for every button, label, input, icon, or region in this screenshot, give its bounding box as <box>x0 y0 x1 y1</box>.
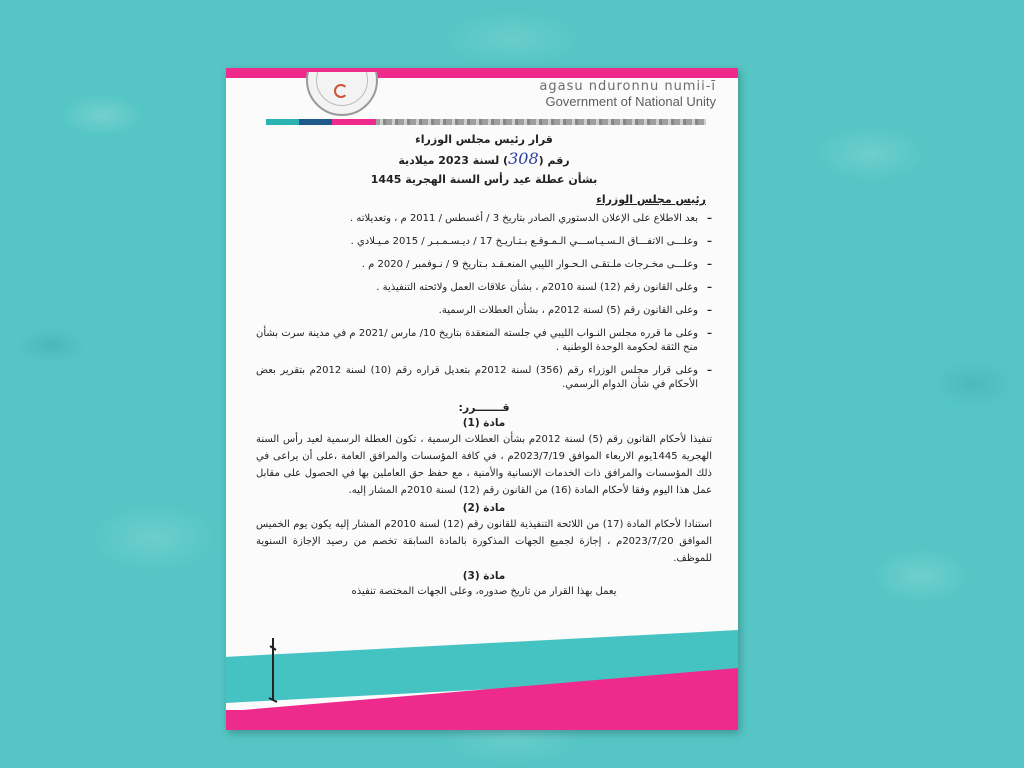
government-emblem-icon <box>304 72 380 118</box>
org-name-english: Government of National Unity <box>545 94 716 109</box>
decree-title <box>256 130 712 189</box>
issuer-heading: رئيس مجلس الوزراء <box>596 193 706 206</box>
decision-heading: قـــــــرر: <box>458 401 510 414</box>
document-page <box>226 68 738 730</box>
title-line-3: بشأن عطلة عيد رأس السنة الهجرية 1445 <box>370 173 598 186</box>
article-text: تنفيذا لأحكام القانون رقم (5) لسنة 2012م بشأن العطلات الرسمية ، تكون العطلة الرسمية لعيد رأس السنة الهجرية 1445يوم الاربعاء الموافق 2023/7/19م ، في كافة المؤسسات والمرافق العامة ،على أن يراعى في ذلك المؤسسات والمرافق ذات الخدمات الإنسانية والأمنية ، مع حفظ حق العاملين بها في الحصول على مقابل عمل هذا اليوم وفقا لأحكام المادة (16) من القانون رقم (12) لسنة 2010م المشار إليه. <box>256 434 713 496</box>
signature-mark <box>266 638 280 708</box>
preamble-list <box>256 212 712 392</box>
crescent-icon <box>334 84 348 98</box>
preamble-item: – وعلى القانون رقم (12) لسنة 2010م ، بشأن علاقات العمل ولائحته التنفيذية . <box>256 281 712 295</box>
article-text: يعمل بهذا القرار من تاريخ صدوره، وعلى الجهات المختصة تنفيذه <box>351 586 617 597</box>
preamble-item: – وعلى ما قرره مجلس النـواب الليبي في جلسته المنعقدة بتاريخ 10/ مارس /2021 م في مدينة سرت بشأن منح الثقة لحكومة الوحدة الوطنية . <box>256 327 712 355</box>
article-text: استنادا لأحكام المادة (17) من اللائحة التنفيذية للقانون رقم (12) لسنة 2010م المشار إليه يكون يوم الخميس الموافق 2023/7/20م ، إجازة لجميع الجهات المذكورة بالمادة السابقة تخصم من رصيد الإجازة السنوية للموظف. <box>256 519 713 564</box>
top-pink-bar <box>226 68 738 78</box>
article-heading: مادة (2) <box>462 502 506 514</box>
decree-number: 308 <box>508 149 539 168</box>
org-name-amazigh: agasu nduronnu numii-ī <box>539 79 716 94</box>
decree-body <box>256 130 712 600</box>
bottom-pink-footer <box>226 710 738 730</box>
article-heading: مادة (3) <box>462 570 506 582</box>
header-divider-colors <box>266 119 376 125</box>
preamble-item: – وعلـــى الاتفـــاق الـسـيـاســـي الـمـوقـع بـتـاريـخ 17 / ديـسـمـبـر / 2015 مـيـلادي . <box>256 235 712 249</box>
preamble-item: – وعلى قرار مجلس الوزراء رقم (356) لسنة 2012م بتعديل قراره رقم (10) لسنة 2012م بتقرير بعض الأحكام في شأن الدوام الرسمي. <box>256 364 712 392</box>
title-line-2: رقم (308) لسنة 2023 ميلادية <box>398 149 570 168</box>
title-line-1: قرار رئيس مجلس الوزراء <box>415 133 553 146</box>
preamble-item: – وعلـــى مخـرجات ملـتقـى الـحـوار الليبي المنعـقـد بـتاريخ 9 / نـوفمبر / 2020 م . <box>256 258 712 272</box>
preamble-item: – وعلى القانون رقم (5) لسنة 2012م ، بشأن العطلات الرسمية. <box>256 304 712 318</box>
article-heading: مادة (1) <box>462 417 506 429</box>
preamble-item: – بعد الاطلاع على الإعلان الدستوري الصادر بتاريخ 3 / أغسطس / 2011 م ، وتعديلاته . <box>256 212 712 226</box>
